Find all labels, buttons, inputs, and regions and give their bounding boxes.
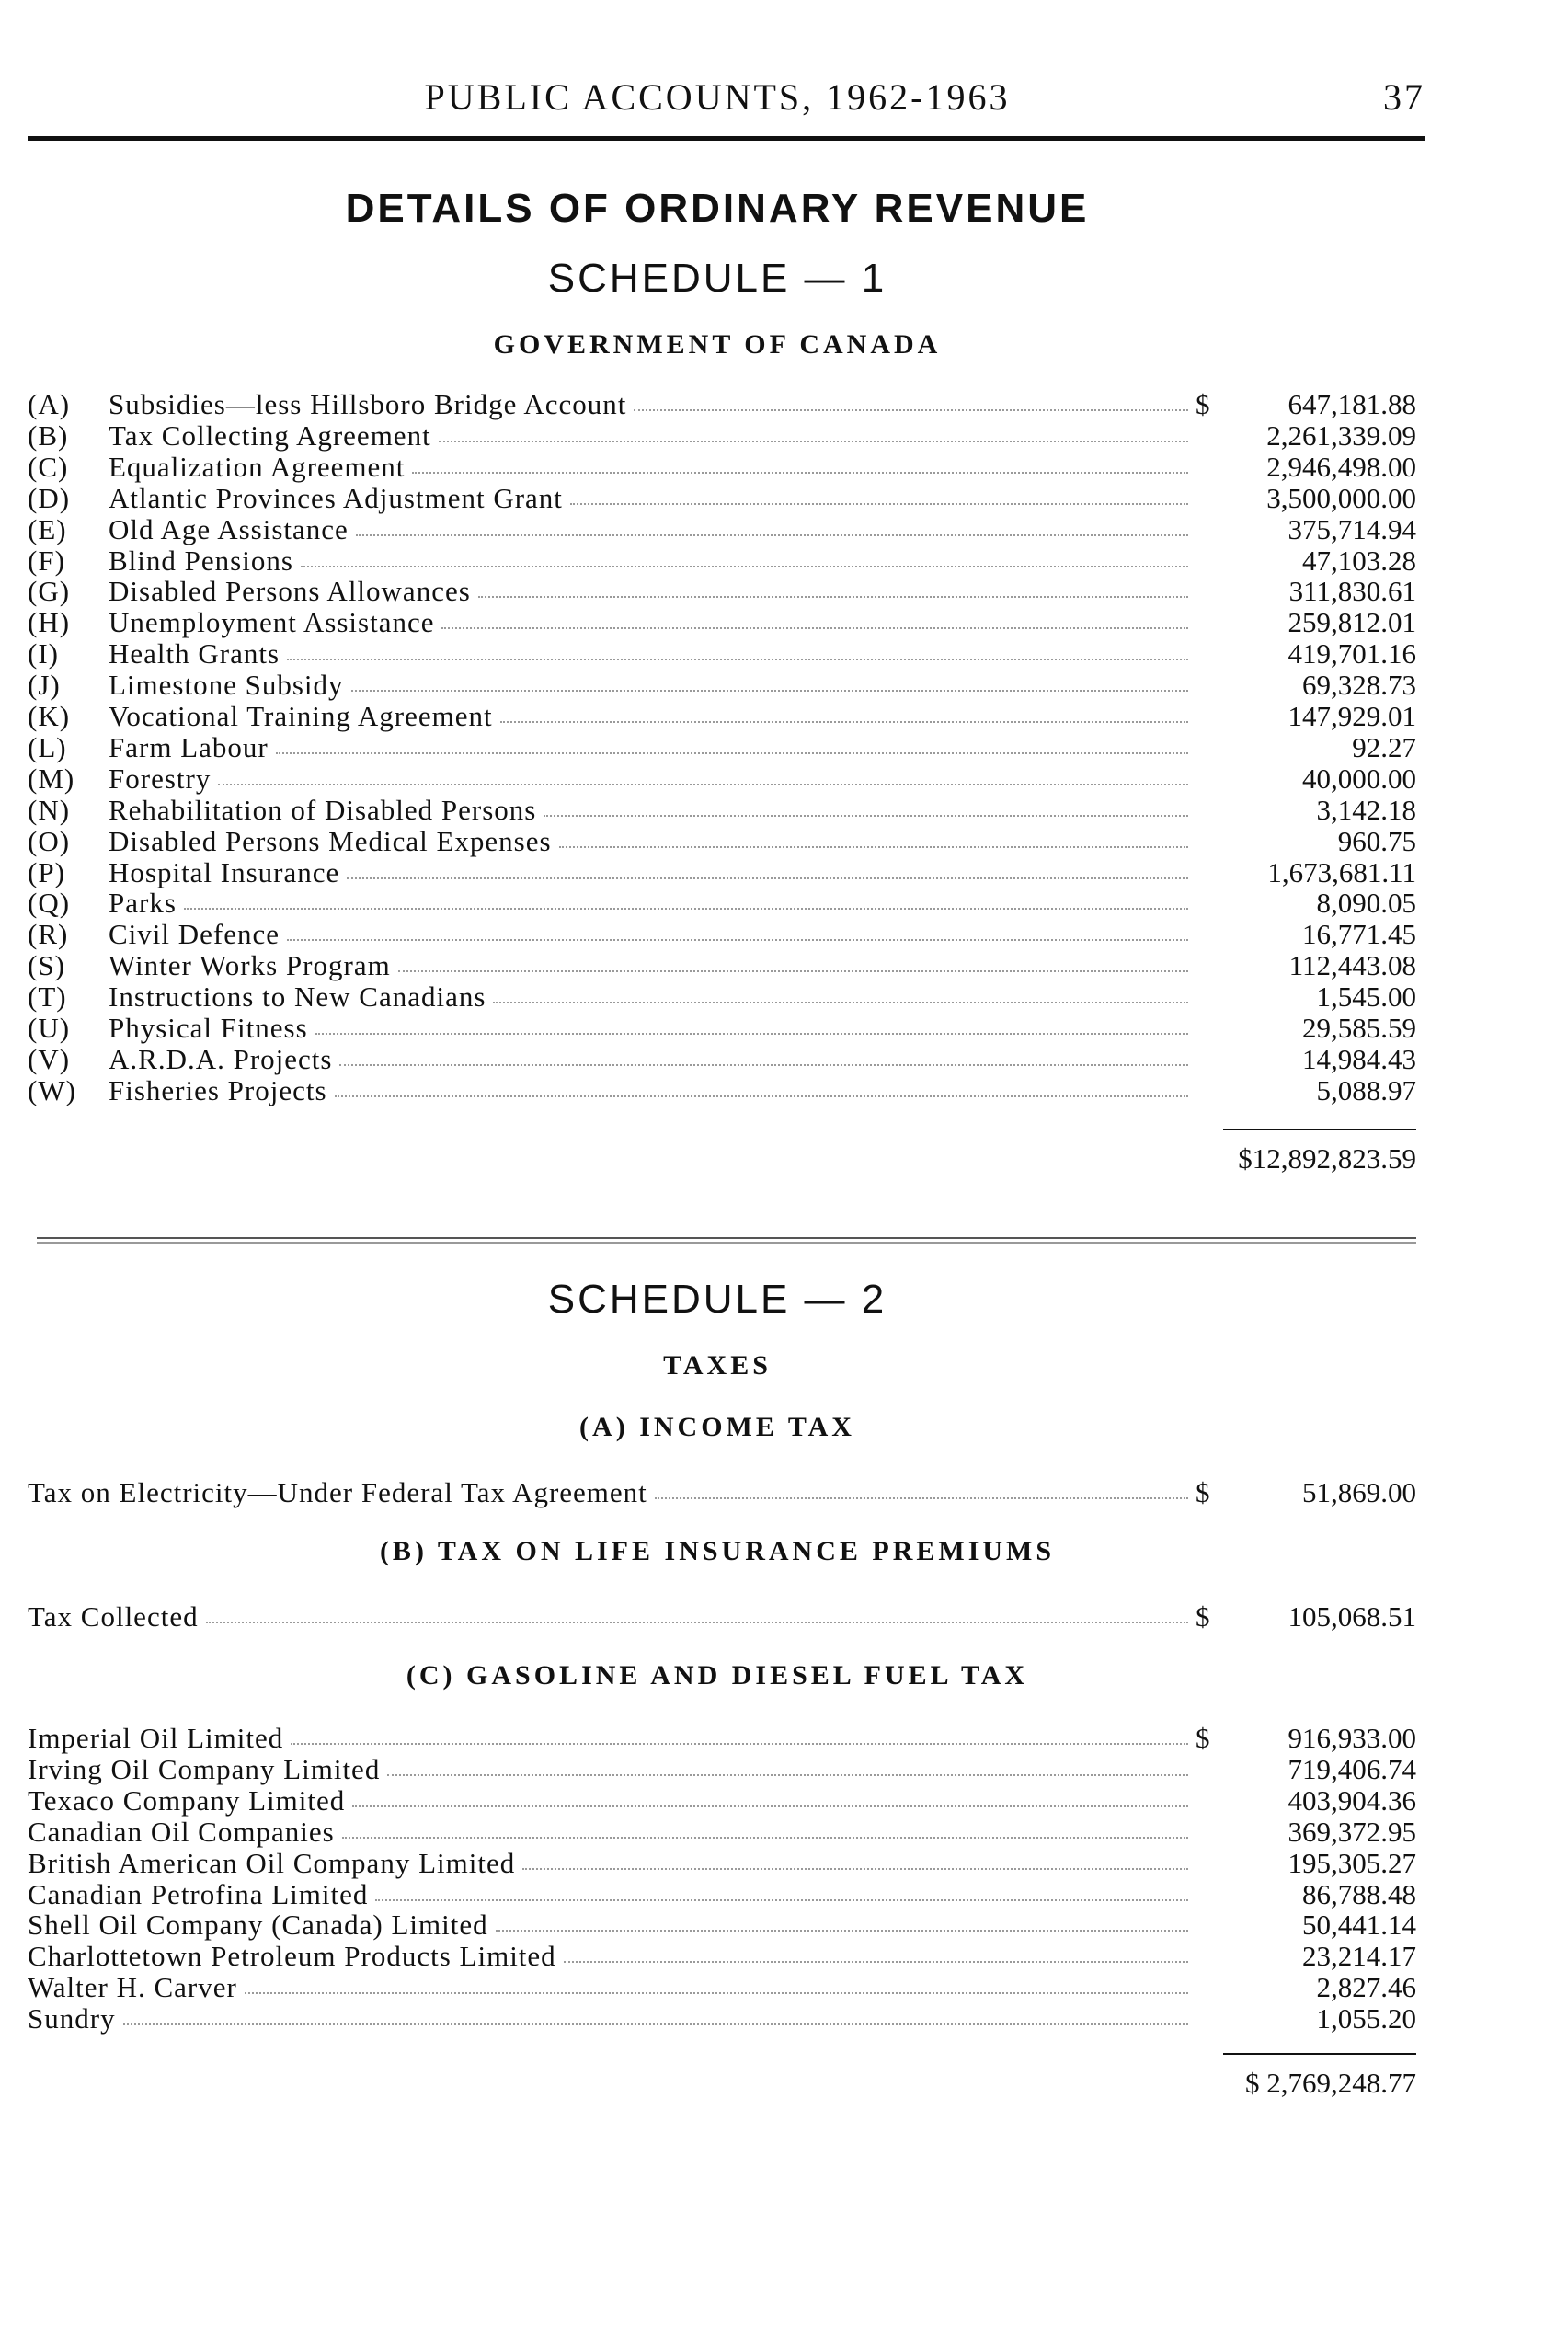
row-letter: (P)	[28, 855, 65, 888]
row-description: Canadian Oil Companies	[28, 1815, 335, 1848]
gasoline-total-rule	[1223, 2053, 1416, 2055]
row-amount: 1,545.00	[1316, 980, 1416, 1014]
schedule-1-total: $12,892,823.59	[1238, 1142, 1416, 1175]
dot-leader	[356, 514, 1188, 536]
row-letter: (S)	[28, 949, 65, 982]
row-description: Vocational Training Agreement	[109, 700, 493, 732]
dot-leader	[522, 1848, 1188, 1870]
row-amount: 112,443.08	[1288, 949, 1416, 982]
dot-leader	[291, 1723, 1188, 1745]
row-amount: 375,714.94	[1288, 512, 1416, 545]
row-letter: (B)	[28, 418, 69, 452]
row-letter: (R)	[28, 918, 69, 951]
life-insurance-row	[28, 1601, 1416, 1633]
table-row	[28, 981, 1416, 1013]
row-letter: (E)	[28, 512, 67, 545]
section-separator	[37, 1237, 1416, 1244]
dot-leader	[352, 1785, 1188, 1807]
row-letter: (D)	[28, 481, 71, 514]
table-row	[28, 1044, 1416, 1075]
row-description: Irving Oil Company Limited	[28, 1752, 381, 1785]
row-amount: 40,000.00	[1302, 762, 1416, 795]
row-letter: (K)	[28, 700, 71, 732]
row-description: Texaco Company Limited	[28, 1783, 346, 1817]
income-tax-heading: (A) INCOME TAX	[579, 1412, 855, 1442]
life-insurance-heading: (B) TAX ON LIFE INSURANCE PREMIUMS	[379, 1536, 1056, 1566]
row-description: A.R.D.A. Projects	[109, 1042, 333, 1075]
table-row	[28, 452, 1416, 483]
schedule-2-heading: SCHEDULE — 2	[547, 1277, 887, 1322]
table-row	[28, 2003, 1416, 2035]
row-amount: 259,812.01	[1288, 606, 1416, 639]
dot-leader	[478, 576, 1188, 598]
table-row	[28, 950, 1416, 981]
dot-leader	[496, 1909, 1188, 1932]
row-amount: 51,869.00	[1302, 1476, 1416, 1508]
row-letter: (T)	[28, 980, 67, 1014]
table-row	[28, 420, 1416, 452]
row-letter: (A)	[28, 388, 71, 420]
row-description: Rehabilitation of Disabled Persons	[109, 793, 537, 826]
table-row	[28, 1723, 1416, 1754]
table-row	[28, 1785, 1416, 1817]
row-amount: 29,585.59	[1302, 1012, 1416, 1044]
row-description: Health Grants	[109, 637, 280, 671]
row-description: Equalization Agreement	[109, 450, 406, 483]
row-letter: (U)	[28, 1012, 71, 1044]
row-description: Blind Pensions	[109, 544, 293, 577]
row-description: Disabled Persons Allowances	[109, 575, 471, 608]
dot-leader	[245, 1972, 1188, 1994]
table-row	[28, 576, 1416, 607]
table-row	[28, 638, 1416, 670]
row-description: Instructions to New Canadians	[109, 980, 486, 1014]
row-description: Tax Collecting Agreement	[109, 418, 431, 452]
row-description: Unemployment Assistance	[109, 606, 435, 639]
dot-leader	[412, 452, 1188, 474]
row-letter: (L)	[28, 730, 67, 763]
dot-leader	[301, 545, 1188, 567]
table-row	[28, 483, 1416, 514]
running-head-title: PUBLIC ACCOUNTS, 1962-1963	[424, 76, 1011, 118]
row-amount: 50,441.14	[1302, 1909, 1416, 1942]
dot-leader	[655, 1477, 1188, 1499]
dot-leader	[564, 1941, 1188, 1963]
dot-leader	[123, 2003, 1188, 2025]
table-row	[28, 763, 1416, 795]
row-amount: 3,142.18	[1316, 793, 1416, 826]
table-row	[28, 732, 1416, 763]
row-amount: 719,406.74	[1288, 1752, 1416, 1785]
row-description: Limestone Subsidy	[109, 669, 344, 702]
row-letter: (F)	[28, 544, 65, 577]
dot-leader	[375, 1879, 1188, 1901]
dot-leader	[287, 919, 1188, 941]
row-amount: 147,929.01	[1288, 700, 1416, 732]
schedule-1-heading: SCHEDULE — 1	[547, 256, 887, 301]
table-row	[28, 1075, 1416, 1106]
dot-leader	[439, 420, 1188, 442]
row-amount: 3,500,000.00	[1266, 481, 1416, 514]
row-description: Parks	[109, 887, 177, 920]
currency-symbol: $	[1196, 1600, 1211, 1633]
table-row	[28, 795, 1416, 826]
row-description: Tax Collected	[28, 1600, 199, 1633]
row-description: Charlottetown Petroleum Products Limited	[28, 1940, 556, 1973]
dot-leader	[387, 1754, 1188, 1776]
gasoline-heading: (C) GASOLINE AND DIESEL FUEL TAX	[406, 1660, 1029, 1691]
row-description: Physical Fitness	[109, 1012, 308, 1044]
row-description: Shell Oil Company (Canada) Limited	[28, 1909, 488, 1942]
row-amount: 960.75	[1337, 824, 1416, 857]
row-letter: (Q)	[28, 887, 71, 920]
schedule-2-subheading: TAXES	[663, 1350, 772, 1381]
row-amount: 1,055.20	[1316, 2002, 1416, 2035]
row-amount: 8,090.05	[1316, 887, 1416, 920]
row-amount: 403,904.36	[1288, 1783, 1416, 1817]
table-row	[28, 1754, 1416, 1785]
row-description: Atlantic Provinces Adjustment Grant	[109, 481, 563, 514]
row-amount: 47,103.28	[1302, 544, 1416, 577]
table-row	[28, 888, 1416, 919]
gasoline-total: $ 2,769,248.77	[1245, 2067, 1416, 2099]
row-description: Farm Labour	[109, 730, 269, 763]
table-row	[28, 826, 1416, 857]
row-amount: 916,933.00	[1288, 1722, 1416, 1754]
row-amount: 419,701.16	[1288, 637, 1416, 671]
row-letter: (I)	[28, 637, 59, 671]
dot-leader	[544, 795, 1188, 817]
row-amount: 5,088.97	[1316, 1073, 1416, 1106]
table-row	[28, 1848, 1416, 1879]
row-letter: (V)	[28, 1042, 71, 1075]
table-row	[28, 919, 1416, 950]
row-letter: (O)	[28, 824, 71, 857]
table-row	[28, 545, 1416, 577]
dot-leader	[398, 950, 1188, 972]
page-title: DETAILS OF ORDINARY REVENUE	[345, 186, 1090, 231]
dot-leader	[351, 670, 1188, 692]
currency-symbol: $	[1196, 1722, 1211, 1754]
table-row	[28, 1013, 1416, 1044]
table-row	[28, 1817, 1416, 1848]
dot-leader	[206, 1601, 1188, 1623]
row-description: Forestry	[109, 762, 212, 795]
currency-symbol: $	[1196, 1476, 1211, 1508]
row-description: Tax on Electricity—Under Federal Tax Agreement	[28, 1476, 647, 1508]
row-letter: (N)	[28, 793, 71, 826]
table-row	[28, 701, 1416, 732]
dot-leader	[570, 483, 1188, 505]
row-description: Fisheries Projects	[109, 1073, 327, 1106]
page-number: 37	[1383, 76, 1425, 118]
row-amount: 2,261,339.09	[1266, 418, 1416, 452]
dot-leader	[287, 638, 1188, 660]
schedule-1-total-rule	[1223, 1129, 1416, 1130]
dot-leader	[218, 763, 1188, 785]
dot-leader	[276, 732, 1188, 754]
row-amount: 369,372.95	[1288, 1815, 1416, 1848]
row-amount: 647,181.88	[1288, 388, 1416, 420]
dot-leader	[500, 701, 1188, 723]
row-letter: (H)	[28, 606, 71, 639]
row-letter: (M)	[28, 762, 75, 795]
row-amount: 2,946,498.00	[1266, 450, 1416, 483]
dot-leader	[315, 1013, 1188, 1035]
table-row	[28, 607, 1416, 638]
row-description: British American Oil Company Limited	[28, 1846, 516, 1879]
row-description: Disabled Persons Medical Expenses	[109, 824, 552, 857]
row-letter: (C)	[28, 450, 69, 483]
row-amount: 105,068.51	[1288, 1600, 1416, 1633]
row-description: Sundry	[28, 2002, 116, 2035]
currency-symbol: $	[1196, 388, 1211, 420]
table-row	[28, 1941, 1416, 1972]
row-amount: 14,984.43	[1302, 1042, 1416, 1075]
header-rule	[28, 136, 1425, 143]
dot-leader	[342, 1817, 1188, 1839]
row-amount: 16,771.45	[1302, 918, 1416, 951]
row-amount: 311,830.61	[1288, 575, 1416, 608]
dot-leader	[441, 607, 1188, 629]
table-row	[28, 1972, 1416, 2003]
table-row	[28, 514, 1416, 545]
row-description: Walter H. Carver	[28, 1971, 237, 2004]
row-amount: 86,788.48	[1302, 1877, 1416, 1910]
table-row	[28, 1909, 1416, 1941]
table-row	[28, 857, 1416, 888]
row-description: Old Age Assistance	[109, 512, 349, 545]
table-row	[28, 389, 1416, 420]
row-amount: 92.27	[1352, 730, 1416, 763]
row-amount: 195,305.27	[1288, 1846, 1416, 1879]
dot-leader	[347, 857, 1188, 879]
row-description: Imperial Oil Limited	[28, 1722, 284, 1754]
row-amount: 69,328.73	[1302, 669, 1416, 702]
dot-leader	[493, 981, 1188, 1003]
schedule-1-subheading: GOVERNMENT OF CANADA	[493, 329, 942, 360]
table-row	[28, 1879, 1416, 1910]
row-description: Civil Defence	[109, 918, 280, 951]
row-letter: (W)	[28, 1073, 76, 1106]
dot-leader	[184, 888, 1188, 910]
row-amount: 1,673,681.11	[1267, 855, 1416, 888]
dot-leader	[559, 826, 1188, 848]
row-letter: (G)	[28, 575, 71, 608]
dot-leader	[339, 1044, 1188, 1066]
row-description: Canadian Petrofina Limited	[28, 1877, 369, 1910]
row-description: Hospital Insurance	[109, 855, 340, 888]
row-letter: (J)	[28, 669, 61, 702]
row-description: Winter Works Program	[109, 949, 391, 982]
dot-leader	[634, 389, 1188, 411]
row-amount: 23,214.17	[1302, 1940, 1416, 1973]
table-row	[28, 670, 1416, 701]
row-amount: 2,827.46	[1316, 1971, 1416, 2004]
dot-leader	[335, 1075, 1188, 1097]
income-tax-row	[28, 1477, 1416, 1508]
row-description: Subsidies—less Hillsboro Bridge Account	[109, 388, 627, 420]
